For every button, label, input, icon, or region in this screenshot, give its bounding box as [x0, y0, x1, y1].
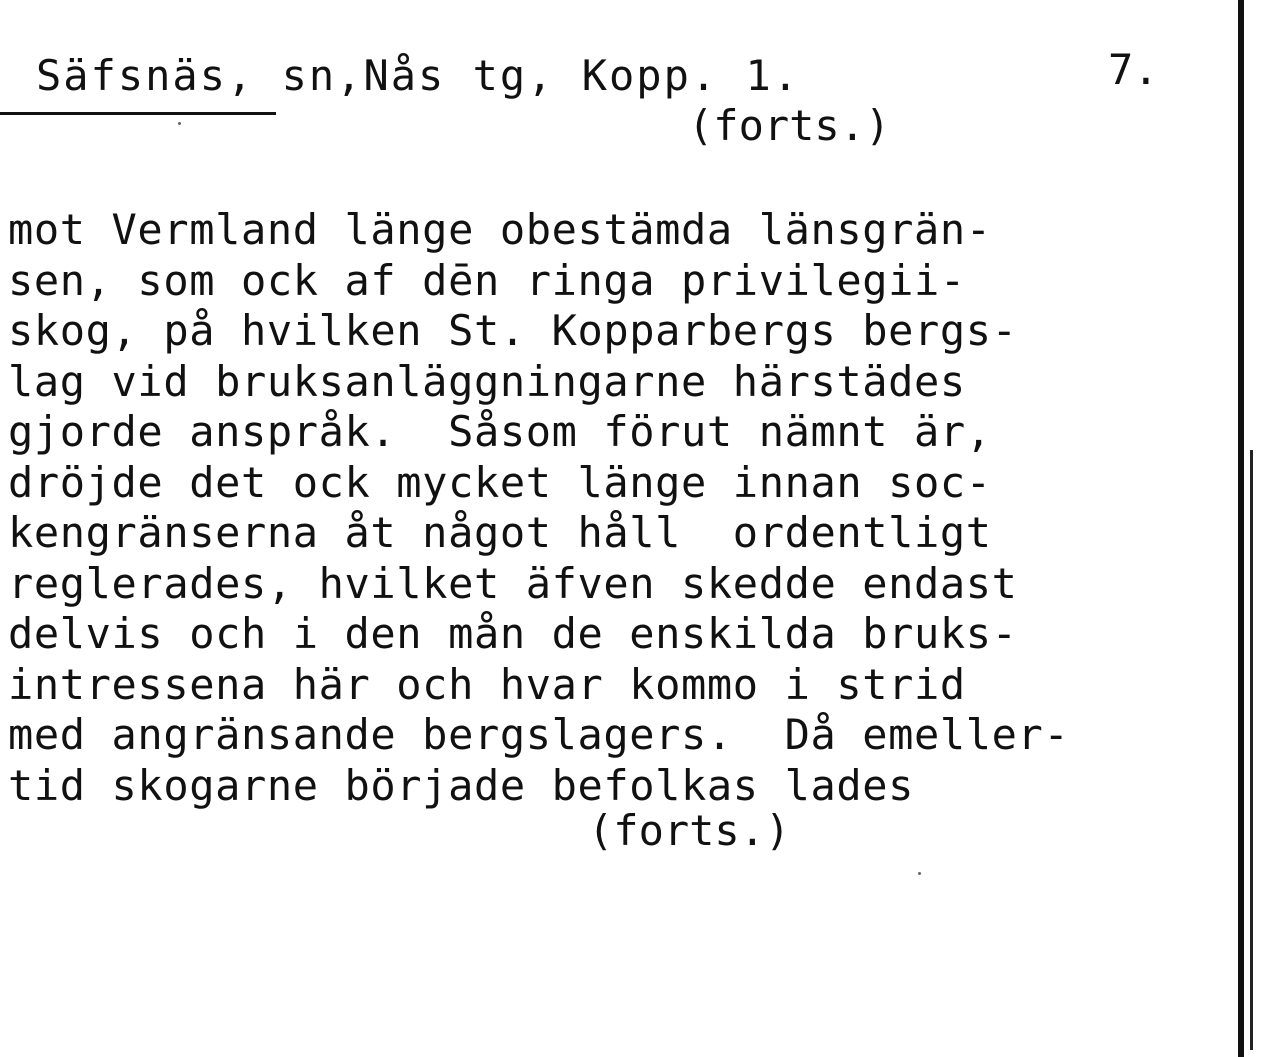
card-body — [8, 205, 1228, 811]
text-line: delvis och i den mån de enskilda bruks- — [8, 609, 1018, 658]
speck — [918, 872, 921, 875]
text-line: lag vid bruksanläggningarne härstädes — [8, 356, 966, 406]
text-line: med angränsande bergslagers. Då emeller- — [8, 710, 1070, 759]
text-line: sen, som ock af dēn ringa privilegii- — [8, 255, 966, 305]
text-line: skog, på hvilken St. Kopparbergs bergs- — [8, 306, 1018, 355]
text-line: tid skogarne började befolkas lades — [8, 760, 915, 810]
text-line: intressena här och hvar kommo i strid — [8, 659, 966, 709]
place-underline — [0, 112, 276, 115]
text-line: dröjde det ock mycket länge innan soc- — [8, 457, 992, 507]
continued-marker-top: (forts.) — [688, 101, 891, 150]
text-line: reglerades, hvilket äfven skedde endast — [8, 558, 1018, 608]
place-name: Säfsnäs, — [36, 51, 255, 100]
card-edge-line — [1238, 0, 1244, 1057]
card-number: 7. — [1108, 45, 1159, 94]
text-line: mot Vermland länge obestämda länsgrän- — [8, 205, 992, 254]
continued-marker-bottom: (forts.) — [588, 806, 791, 855]
card-edge-shadow — [1250, 450, 1253, 1050]
text-line: gjorde anspråk. Såsom förut nämnt är, — [8, 407, 992, 456]
speck — [178, 122, 181, 125]
heading-details: sn,Nås tg, Kopp. 1. — [254, 51, 801, 100]
card-heading — [36, 50, 800, 102]
text-line: kengränserna åt något håll ordentligt — [8, 508, 992, 557]
